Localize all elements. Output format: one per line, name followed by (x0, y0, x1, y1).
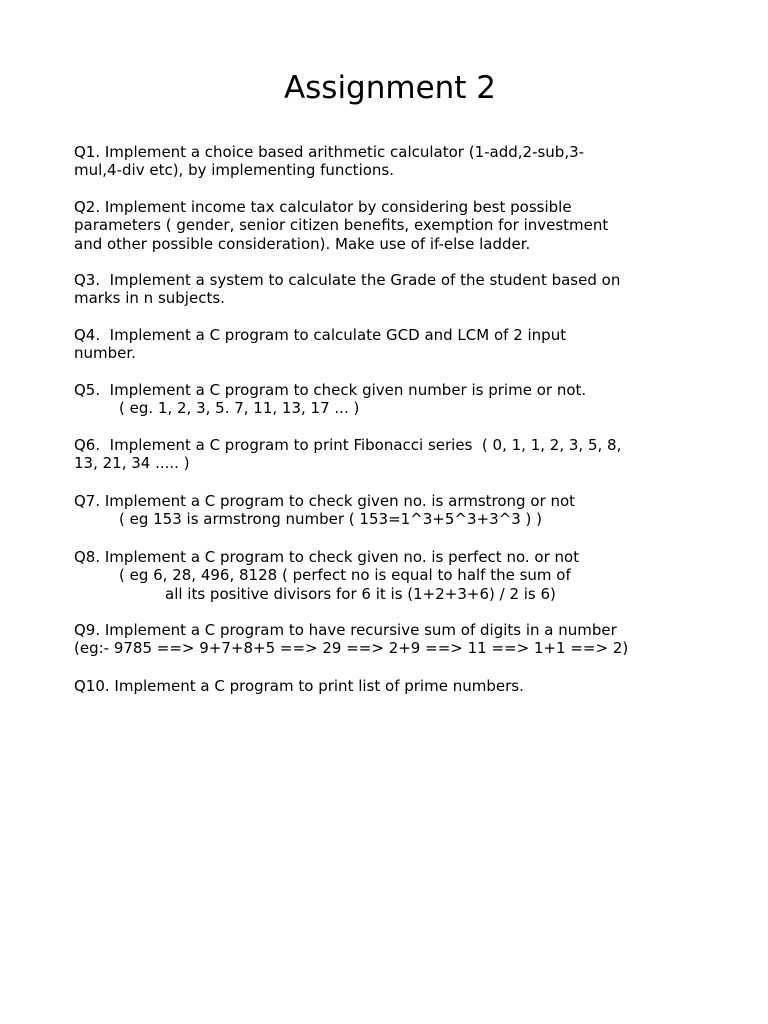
question-example-line: all its positive divisors for 6 it is (1+2+3+6) / 2 is 6) (165, 584, 556, 603)
question-line: Q3. Implement a system to calculate the Grade of the student based on (74, 271, 621, 289)
question-example-line: ( eg. 1, 2, 3, 5. 7, 11, 13, 17 ... ) (119, 399, 360, 418)
question-line: Q2. Implement income tax calculator by considering best possible (74, 198, 572, 216)
question-line: Q10. Implement a C program to print list of prime numbers. (74, 677, 524, 695)
question-line: Q9. Implement a C program to have recursive sum of digits in a number (74, 621, 617, 639)
page-title: Assignment 2 (283, 70, 497, 106)
question-line: Q8. Implement a C program to check given no. is perfect no. or not (74, 548, 580, 566)
question-line: 13, 21, 34 ..... ) (74, 454, 190, 473)
question-line: Q6. Implement a C program to print Fibonacci series ( 0, 1, 1, 2, 3, 5, 8, (74, 436, 622, 454)
question-line: marks in n subjects. (74, 289, 225, 308)
question-6 (74, 436, 714, 473)
question-8 (74, 548, 714, 603)
question-line: parameters ( gender, senior citizen benefits, exemption for investment (74, 216, 609, 235)
question-line: mul,4-div etc), by implementing functions. (74, 161, 395, 180)
question-line: Q5. Implement a C program to check given number is prime or not. (74, 381, 587, 399)
question-7 (74, 492, 714, 529)
question-9 (74, 621, 714, 658)
question-3 (74, 271, 714, 308)
question-4 (74, 326, 714, 363)
question-line: Q7. Implement a C program to check given no. is armstrong or not (74, 492, 576, 510)
question-example-line: ( eg 153 is armstrong number ( 153=1^3+5^3+3^3 ) ) (119, 510, 542, 529)
question-line: Q4. Implement a C program to calculate GCD and LCM of 2 input (74, 326, 567, 344)
question-example-line: ( eg 6, 28, 496, 8128 ( perfect no is equal to half the sum of (119, 566, 571, 585)
question-line: number. (74, 344, 136, 363)
question-2 (74, 198, 714, 253)
question-line: Q1. Implement a choice based arithmetic calculator (1-add,2-sub,3- (74, 143, 585, 161)
question-1 (74, 143, 714, 180)
question-10 (74, 677, 714, 695)
question-example-line: (eg:- 9785 ==> 9+7+8+5 ==> 29 ==> 2+9 ==> 11 ==> 1+1 ==> 2) (74, 639, 629, 658)
question-5 (74, 381, 714, 418)
question-line: and other possible consideration). Make use of if-else ladder. (74, 234, 531, 253)
